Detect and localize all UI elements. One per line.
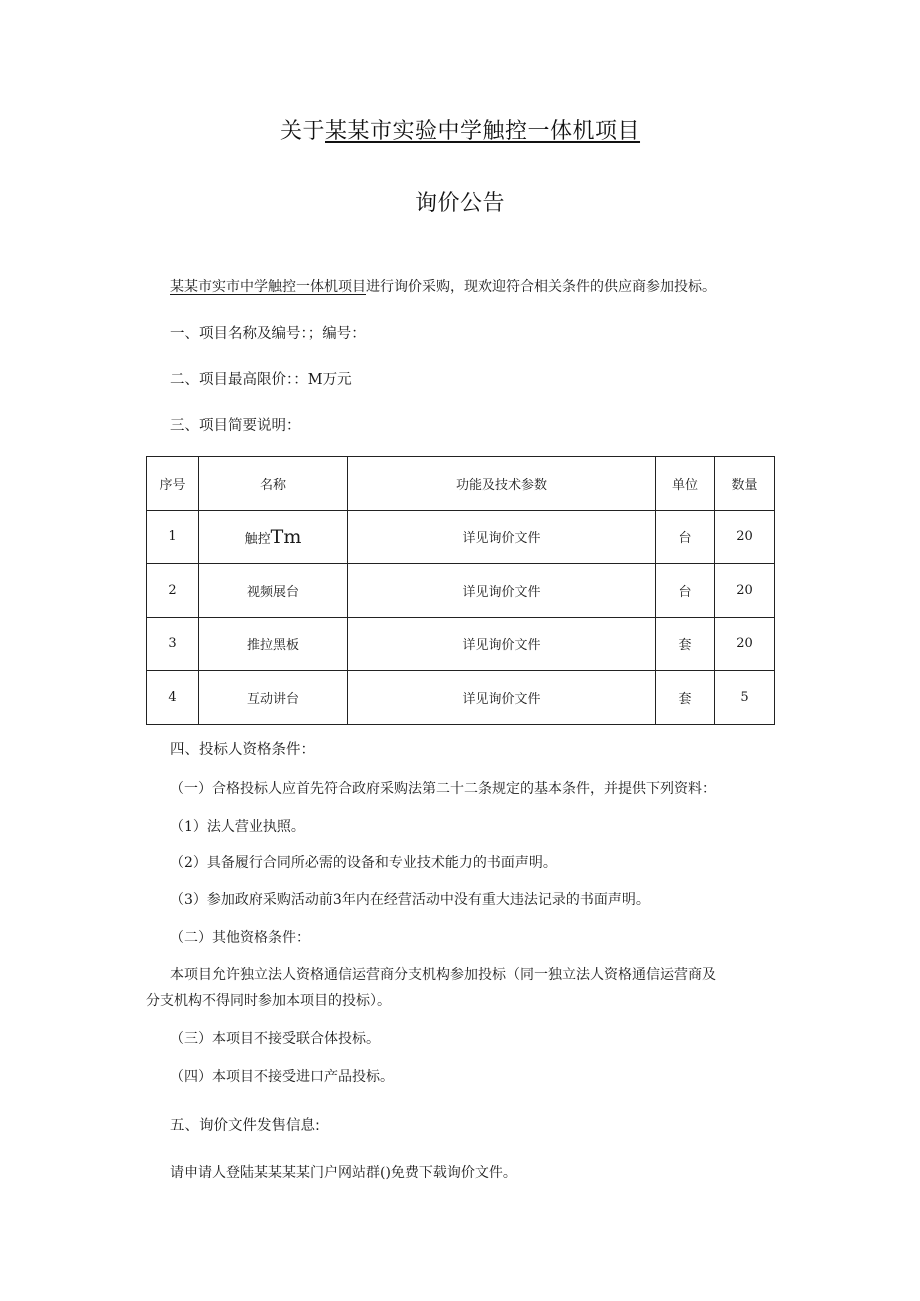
section-2-label: 二、项目最高限价：： [170, 372, 308, 388]
intro-paragraph [170, 277, 716, 297]
row-unit: 套 [656, 671, 715, 725]
title-project-name: 某某市实验中学触控一体机项目 [325, 119, 641, 144]
row-name [199, 510, 348, 564]
row-no: 2 [147, 564, 199, 618]
row-qty: 5 [715, 671, 775, 725]
section-3-heading: 三、项目简要说明： [170, 418, 301, 434]
section-1-heading: 一、项目名称及编号：；编号： [170, 326, 366, 342]
qualification-2: （二）其他资格条件： [170, 930, 310, 946]
sale-info-text: 请申请人登陆某某某某门户网站群()免费下载询价文件。 [170, 1165, 517, 1181]
qualification-2-text-line-2: 分支机构不得同时参加本项目的投标）。 [146, 993, 391, 1009]
row-unit: 台 [656, 510, 715, 564]
qualification-4: （四）本项目不接受进口产品投标。 [170, 1069, 394, 1085]
row-name: 推拉黑板 [199, 617, 348, 671]
row-name: 互动讲台 [199, 671, 348, 725]
qualification-1-item-1: （1）法人营业执照。 [170, 819, 305, 835]
row-spec: 详见询价文件 [348, 617, 656, 671]
section-5-heading: 五、询价文件发售信息: [170, 1118, 320, 1134]
row-no: 4 [147, 671, 199, 725]
items-table [146, 456, 775, 725]
header-qty: 数量 [715, 457, 775, 511]
row-no: 1 [147, 510, 199, 564]
header-spec: 功能及技术参数 [348, 457, 656, 511]
title-prefix: 关于 [279, 119, 325, 144]
row-name-text: 触控 [244, 531, 271, 547]
header-name: 名称 [199, 457, 348, 511]
section-2-value: M万元 [307, 372, 352, 388]
table-header-row [147, 457, 775, 511]
qualification-1: （一）合格投标人应首先符合政府采购法第二十二条规定的基本条件，并提供下列资料： [170, 781, 716, 797]
table-row [147, 564, 775, 618]
row-unit: 台 [656, 564, 715, 618]
qualification-2-text-line-1: 本项目允许独立法人资格通信运营商分支机构参加投标（同一独立法人资格通信运营商及 [170, 967, 716, 983]
document-title [0, 114, 920, 145]
row-spec: 详见询价文件 [348, 671, 656, 725]
section-4-heading: 四、投标人资格条件： [170, 742, 315, 758]
row-qty: 20 [715, 564, 775, 618]
row-name-extra: Tm [270, 525, 302, 548]
qualification-1-item-2: （2）具备履行合同所必需的设备和专业技术能力的书面声明。 [170, 855, 557, 871]
row-spec: 详见询价文件 [348, 564, 656, 618]
qualification-3: （三）本项目不接受联合体投标。 [170, 1031, 380, 1047]
header-no: 序号 [147, 457, 199, 511]
table-row [147, 617, 775, 671]
document-subtitle: 询价公告 [414, 191, 505, 216]
row-name: 视频展台 [199, 564, 348, 618]
intro-project-name: 某某市实市中学触控一体机项目 [170, 279, 366, 295]
row-qty: 20 [715, 617, 775, 671]
row-spec: 详见询价文件 [348, 510, 656, 564]
table-row [147, 671, 775, 725]
section-2-heading [170, 370, 352, 390]
header-unit: 单位 [656, 457, 715, 511]
row-no: 3 [147, 617, 199, 671]
row-unit: 套 [656, 617, 715, 671]
qualification-1-item-3: （3）参加政府采购活动前3年内在经营活动中没有重大违法记录的书面声明。 [170, 892, 650, 908]
table-row [147, 510, 775, 564]
intro-text: 进行询价采购，现欢迎符合相关条件的供应商参加投标。 [366, 279, 716, 295]
row-qty: 20 [715, 510, 775, 564]
